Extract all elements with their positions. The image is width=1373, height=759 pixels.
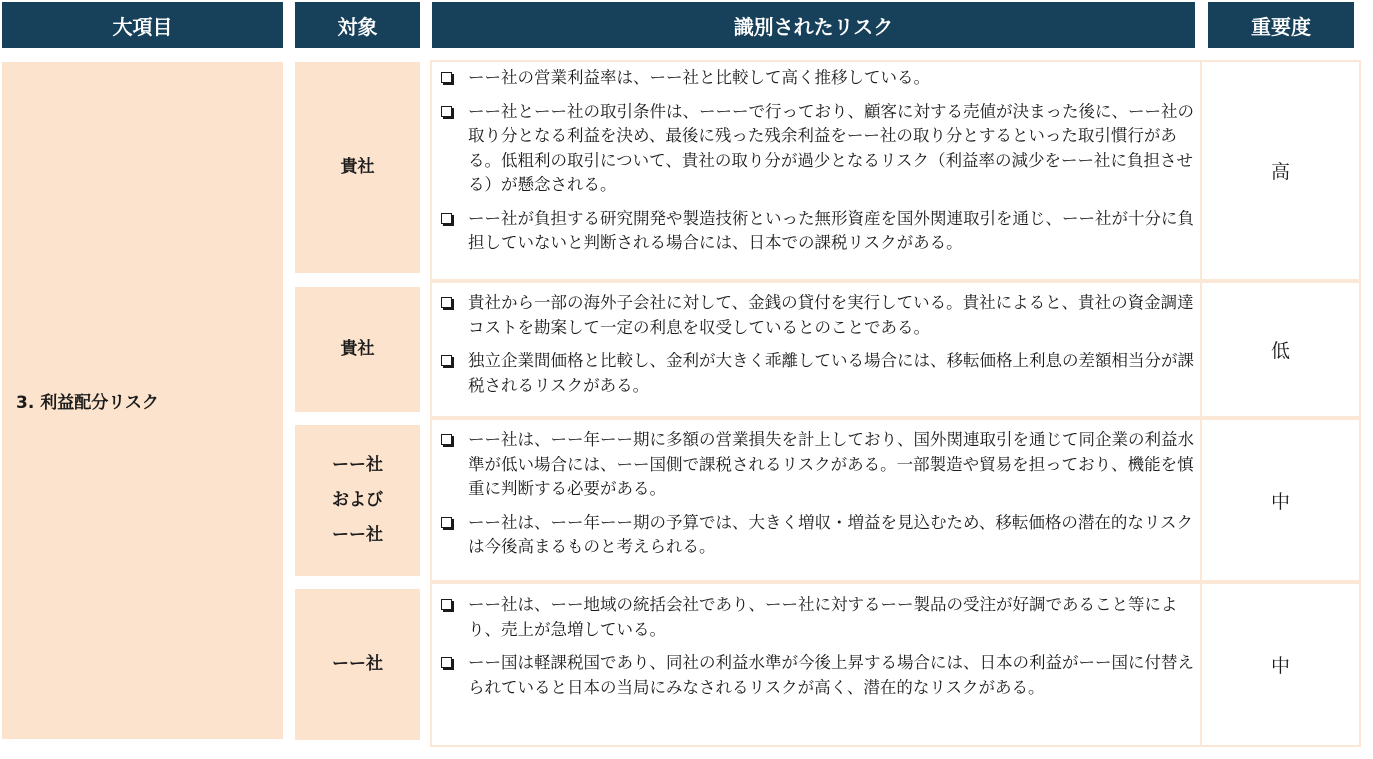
target-cell <box>295 425 420 576</box>
header-target: 対象 <box>295 2 420 48</box>
importance-cell <box>1202 283 1359 416</box>
checkbox-bullet-icon <box>441 297 452 308</box>
checkbox-bullet-icon <box>441 213 452 224</box>
risk-list <box>440 428 1195 560</box>
checkbox-bullet-icon <box>441 434 452 445</box>
risk-text: 貴社から一部の海外子会社に対して、金銭の貸付を実行している。貴社によると、貴社の資金調達コストを勘案して一定の利息を収受しているとのことである。 <box>468 293 1194 337</box>
risk-text: ーー国は軽課税国であり、同社の利益水準が今後上昇する場合には、日本の利益がーー国に付替えられていると日本の当局にみなされるリスクが高く、潜在的なリスクがある。 <box>468 653 1194 697</box>
checkbox-bullet-icon <box>441 517 452 528</box>
target-line: ーー社 <box>332 654 383 674</box>
risk-item <box>440 511 1195 560</box>
risk-item <box>440 291 1195 340</box>
target-cell <box>295 589 420 740</box>
target-line: ーー社 <box>332 525 383 545</box>
risk-text: ーー社は、ーー年ーー期の予算では、大きく増収・増益を見込むため、移転価格の潜在的なリスクは今後高まるものと考えられる。 <box>468 512 1194 556</box>
risk-item <box>440 651 1195 700</box>
target-line: 貴社 <box>340 157 375 177</box>
risk-list <box>440 66 1195 256</box>
header-importance: 重要度 <box>1208 2 1354 48</box>
importance-value: 中 <box>1270 490 1290 513</box>
risk-item <box>440 66 1195 91</box>
risk-list <box>440 291 1195 398</box>
checkbox-bullet-icon <box>441 599 452 610</box>
checkbox-bullet-icon <box>441 355 452 366</box>
risk-item <box>440 207 1195 256</box>
risk-text: ーー社の営業利益率は、ーー社と比較して高く推移している。 <box>468 68 930 87</box>
risk-list <box>440 593 1195 700</box>
target-cell <box>295 287 420 412</box>
importance-cell <box>1202 420 1359 580</box>
category-label: 3. 利益配分リスク <box>16 393 159 413</box>
risk-item <box>440 349 1195 398</box>
target-line: ーー社 <box>332 455 383 475</box>
importance-cell <box>1202 584 1359 745</box>
risk-text: ーー社とーー社の取引条件は、ーーーで行っており、顧客に対する売値が決まった後に、ーー社の取り分となる利益を決め、最後に残った残余利益をーー社の取り分とするといった取引慣行がある。低粗利の取引について、貴社の取り分が過少となるリスク（利益率の減少をーー社に負担させる）が懸念される。 <box>468 101 1194 194</box>
importance-value: 高 <box>1270 161 1290 183</box>
risk-item <box>440 428 1195 502</box>
checkbox-bullet-icon <box>441 657 452 668</box>
importance-cell <box>1202 62 1359 279</box>
risk-item <box>440 100 1195 198</box>
importance-value: 低 <box>1270 340 1290 362</box>
target-cell <box>295 62 420 273</box>
target-line: および <box>332 490 383 510</box>
checkbox-bullet-icon <box>441 72 452 83</box>
risk-text: ーー社は、ーー地域の統括会社であり、ーー社に対するーー製品の受注が好調であること等により、売上が急増している。 <box>468 595 1178 639</box>
target-line: 貴社 <box>340 339 375 359</box>
importance-value: 中 <box>1270 655 1290 677</box>
header-risk: 識別されたリスク <box>432 2 1195 48</box>
risk-item <box>440 593 1195 642</box>
risk-text: 独立企業間価格と比較し、金利が大きく乖離している場合には、移転価格上利息の差額相当分が課税されるリスクがある。 <box>468 351 1194 395</box>
checkbox-bullet-icon <box>441 106 452 117</box>
header-category: 大項目 <box>2 2 283 48</box>
risk-text: ーー社が負担する研究開発や製造技術といった無形資産を国外関連取引を通じ、ーー社が十分に負担していないと判断される場合には、日本での課税リスクがある。 <box>468 208 1194 252</box>
category-cell <box>2 62 283 739</box>
risk-text: ーー社は、ーー年ーー期に多額の営業損失を計上しており、国外関連取引を通じて同企業の利益水準が低い場合には、ーー国側で課税されるリスクがある。一部製造や貿易を担っており、機能を慎重に判断する必要がある。 <box>468 430 1194 498</box>
